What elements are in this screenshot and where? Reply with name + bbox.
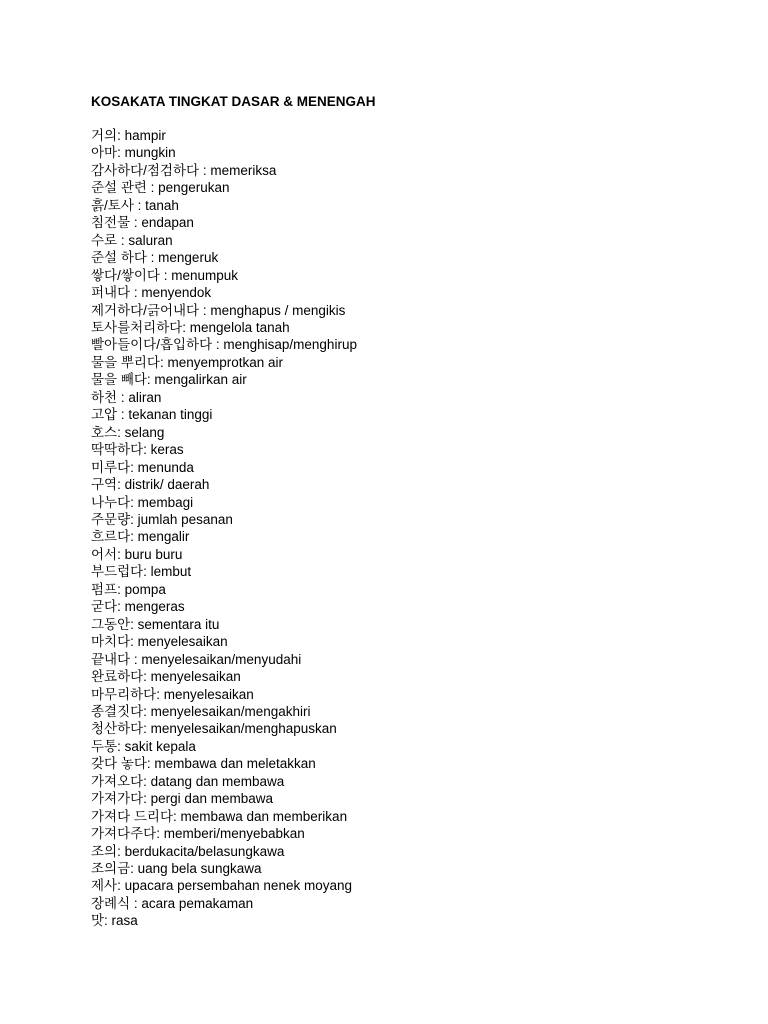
vocabulary-entry: 마무리하다: menyelesaikan [91,686,254,702]
vocabulary-entry: 하천 : aliran [91,389,162,405]
vocabulary-entry: 끝내다 : menyelesaikan/menyudahi [91,651,302,667]
vocabulary-entry: 구역: distrik/ daerah [91,477,210,493]
vocabulary-entry: 쌓다/쌓이다 : menumpuk [91,267,238,283]
vocabulary-entry: 부드럽다: lembut [91,564,192,580]
vocabulary-entry: 토사를처리하다: mengelola tanah [91,319,290,335]
vocabulary-entry: 준설 관련 : pengerukan [91,180,230,196]
document-page [91,93,731,930]
vocabulary-entry: 퍼내다 : menyendok [91,285,212,301]
vocabulary-entry: 거의: hampir [91,128,166,143]
vocabulary-entry: 어서: buru buru [91,546,183,562]
vocabulary-entry: 굳다: mengeras [91,599,185,615]
vocabulary-entry: 딱딱하다: keras [91,442,184,458]
vocabulary-list [91,127,731,930]
vocabulary-entry: 흙/토사 : tanah [91,197,179,213]
vocabulary-entry: 물을 빼다: mengalirkan air [91,372,247,388]
vocabulary-entry: 조의: berdukacita/belasungkawa [91,843,285,859]
vocabulary-entry: 제거하다/긁어내다 : menghapus / mengikis [91,302,346,318]
vocabulary-entry: 주문량: jumlah pesanan [91,511,233,527]
vocabulary-entry: 흐르다: mengalir [91,529,190,545]
vocabulary-entry: 감사하다/점검하다 : memeriksa [91,162,277,178]
vocabulary-entry: 가져다주다: memberi/menyebabkan [91,826,305,842]
vocabulary-entry: 완료하다: menyelesaikan [91,669,241,685]
vocabulary-entry: 가져가다: pergi dan membawa [91,791,273,807]
vocabulary-entry: 종결짓다: menyelesaikan/mengakhiri [91,703,311,719]
vocabulary-entry: 펌프: pompa [91,581,166,597]
vocabulary-entry: 두통: sakit kepala [91,738,196,754]
vocabulary-entry: 아마: mungkin [91,145,176,161]
vocabulary-entry: 수로 : saluran [91,232,173,248]
vocabulary-entry: 마치다: menyelesaikan [91,634,228,650]
vocabulary-entry: 장례식 : acara pemakaman [91,895,254,911]
vocabulary-entry: 청산하다: menyelesaikan/menghapuskan [91,721,337,737]
vocabulary-entry: 가져다 드리다: membawa dan memberikan [91,808,348,824]
vocabulary-entry: 갖다 놓다: membawa dan meletakkan [91,756,316,772]
vocabulary-entry: 물을 뿌리다: menyemprotkan air [91,354,284,370]
vocabulary-entry: 그동안: sementara itu [91,616,220,632]
vocabulary-entry: 호스: selang [91,424,165,440]
vocabulary-entry: 미루다: menunda [91,459,194,475]
vocabulary-entry: 제사: upacara persembahan nenek moyang [91,878,352,894]
vocabulary-entry: 조의금: uang bela sungkawa [91,861,262,877]
document-title: KOSAKATA TINGKAT DASAR & MENENGAH [91,94,376,109]
vocabulary-entry: 고압 : tekanan tinggi [91,407,213,423]
vocabulary-entry: 침전물 : endapan [91,215,194,231]
vocabulary-entry: 나누다: membagi [91,494,194,510]
vocabulary-entry: 맛: rasa [91,913,138,929]
vocabulary-entry: 가져오다: datang dan membawa [91,773,285,789]
vocabulary-entry: 빨아들이다/흡입하다 : menghisap/menghirup [91,337,357,353]
vocabulary-entry: 준설 하다 : mengeruk [91,250,219,266]
